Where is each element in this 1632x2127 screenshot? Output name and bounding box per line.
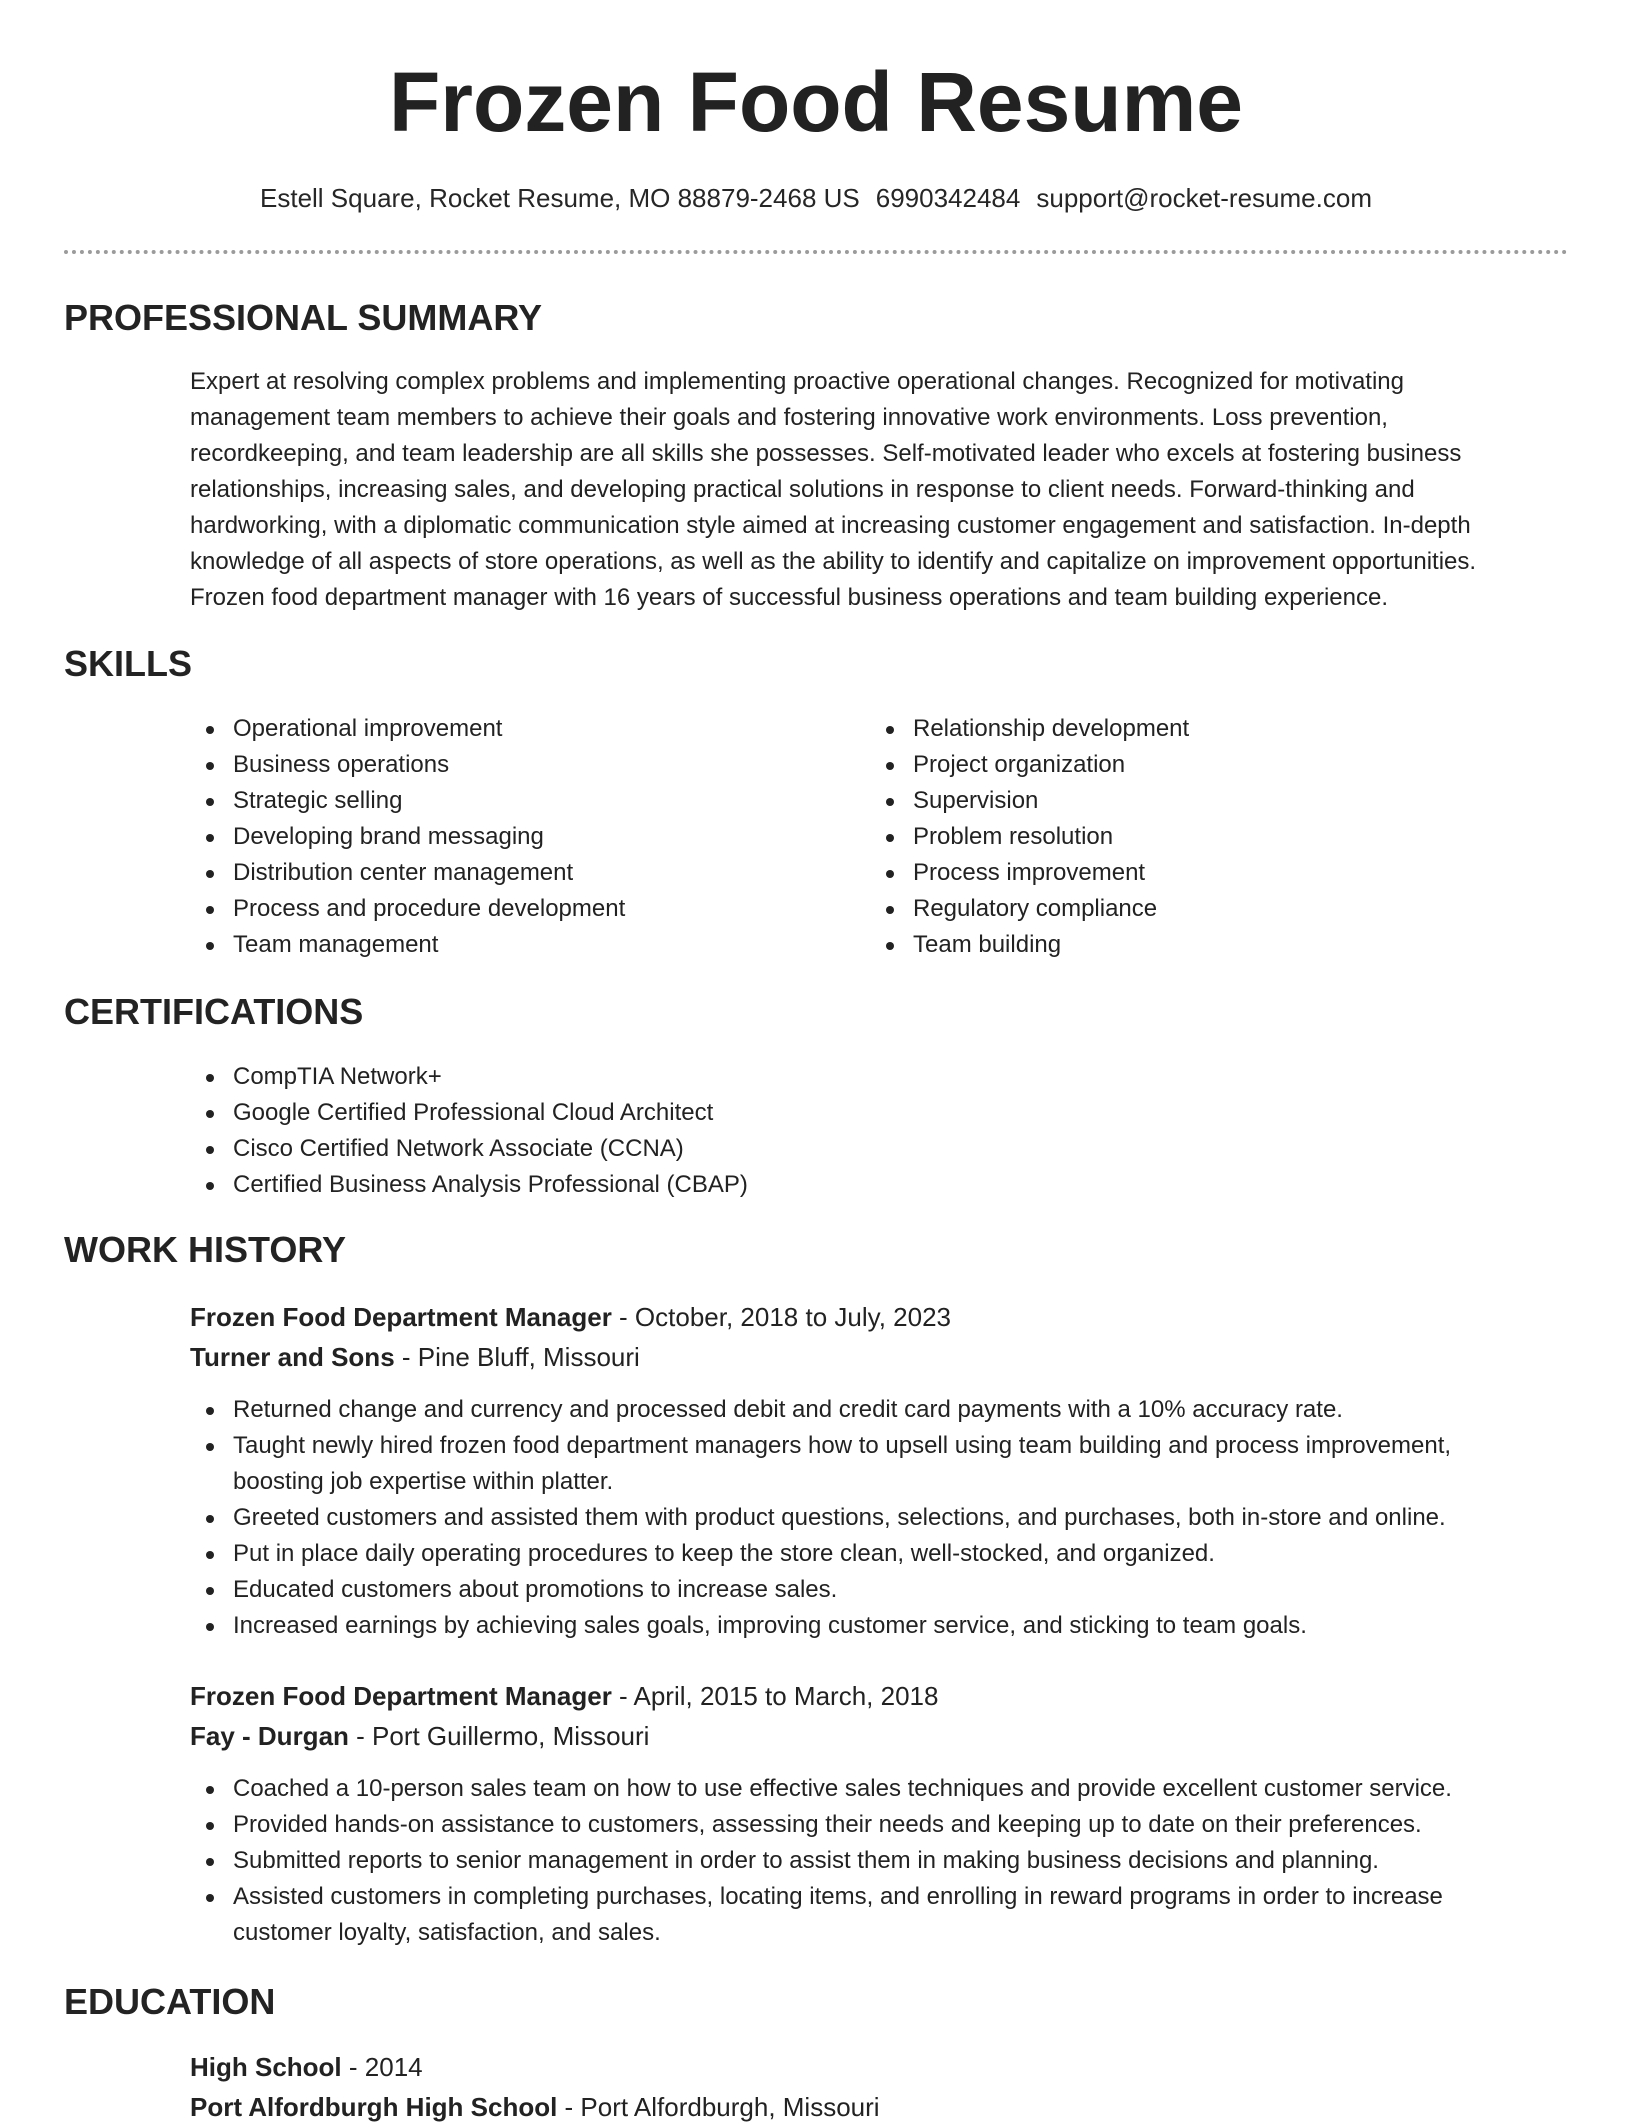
job-duties-list [190, 1392, 1530, 1644]
skill-item: Problem resolution [870, 819, 1530, 855]
education-school: Port Alfordburgh High School [190, 2092, 558, 2122]
job-location: - Pine Bluff, Missouri [394, 1342, 640, 1372]
summary-line: knowledge of all aspects of store operations, as well as the ability to identify and capitalize on improvement opportunities. [190, 548, 1477, 575]
summary-line: Frozen food department manager with 16 years of successful business operations and team building experience. [190, 584, 1389, 611]
skill-item: Business operations [190, 747, 850, 783]
summary-line: management team members to achieve their goals and fostering innovative work environments. Loss prevention, [190, 404, 1388, 431]
certification-item: CompTIA Network+ [190, 1059, 1560, 1095]
job-duty-item: Assisted customers in completing purchases, locating items, and enrolling in reward programs in order to increase customer loyalty, satisfaction, and sales. [190, 1879, 1530, 1951]
job-duties-list [190, 1771, 1530, 1951]
job-duty-item: Returned change and currency and processed debit and credit card payments with a 10% accuracy rate. [190, 1392, 1530, 1428]
address-text: Estell Square, Rocket Resume, MO 88879-2468 US [260, 183, 860, 213]
job-duty-item: Educated customers about promotions to increase sales. [190, 1572, 1530, 1608]
education-school-line [190, 2087, 880, 2127]
job-duty-item: Greeted customers and assisted them with product questions, selections, and purchases, both in-store and online. [190, 1500, 1530, 1536]
summary-heading: PROFESSIONAL SUMMARY [64, 297, 543, 338]
summary-line: recordkeeping, and team leadership are all skills she possesses. Self-motivated leader who excels at fostering business [190, 440, 1462, 467]
skill-item: Team management [190, 927, 850, 963]
email-link[interactable]: support@rocket-resume.com [1036, 183, 1372, 213]
contact-line [0, 180, 1632, 216]
job-company-line [190, 1716, 649, 1756]
skill-item: Distribution center management [190, 855, 850, 891]
certification-item: Cisco Certified Network Associate (CCNA) [190, 1131, 1560, 1167]
summary-line: Expert at resolving complex problems and implementing proactive operational changes. Recognized for motivating [190, 368, 1404, 395]
summary-line: hardworking, with a diplomatic communication style aimed at increasing customer engagement and satisfaction. In-depth [190, 512, 1471, 539]
job-company-line [190, 1337, 640, 1377]
skill-item: Relationship development [870, 711, 1530, 747]
education-location: - Port Alfordburgh, Missouri [557, 2092, 880, 2122]
job-dates: - October, 2018 to July, 2023 [611, 1302, 951, 1332]
skills-list-right [870, 711, 1530, 963]
skills-list-left [190, 711, 850, 963]
certification-item: Certified Business Analysis Professional (CBAP) [190, 1167, 1560, 1203]
work-history-heading: WORK HISTORY [64, 1229, 347, 1270]
job-location: - Port Guillermo, Missouri [348, 1721, 650, 1751]
job-duty-item: Provided hands-on assistance to customers, assessing their needs and keeping up to date on their preferences. [190, 1807, 1530, 1843]
skill-item: Regulatory compliance [870, 891, 1530, 927]
certifications-list [190, 1059, 1560, 1203]
job-title-line [190, 1676, 938, 1716]
skill-item: Operational improvement [190, 711, 850, 747]
certification-item: Google Certified Professional Cloud Architect [190, 1095, 1560, 1131]
job-duty-item: Coached a 10-person sales team on how to use effective sales techniques and provide excellent customer service. [190, 1771, 1530, 1807]
job-duty-item: Increased earnings by achieving sales goals, improving customer service, and sticking to team goals. [190, 1608, 1530, 1644]
education-year: - 2014 [341, 2052, 423, 2082]
job-duty-item: Taught newly hired frozen food department managers how to upsell using team building and process improvement, boosting job expertise within platter. [190, 1428, 1530, 1500]
job-company: Turner and Sons [190, 1342, 395, 1372]
skills-heading: SKILLS [64, 643, 193, 684]
skill-item: Supervision [870, 783, 1530, 819]
resume-title: Frozen Food Resume [388, 55, 1244, 149]
skill-item: Project organization [870, 747, 1530, 783]
job-role: Frozen Food Department Manager [190, 1302, 612, 1332]
job-company: Fay - Durgan [190, 1721, 349, 1751]
header-divider [64, 250, 1568, 254]
job-duty-item: Put in place daily operating procedures to keep the store clean, well-stocked, and organized. [190, 1536, 1530, 1572]
summary-line: relationships, increasing sales, and developing practical solutions in response to client needs. Forward-thinking and [190, 476, 1415, 503]
education-degree: High School [190, 2052, 342, 2082]
job-dates: - April, 2015 to March, 2018 [611, 1681, 939, 1711]
job-duty-item: Submitted reports to senior management in order to assist them in making business decisions and planning. [190, 1843, 1530, 1879]
education-heading: EDUCATION [64, 1981, 276, 2022]
summary-text [190, 364, 1560, 616]
education-degree-line [190, 2047, 423, 2087]
skill-item: Team building [870, 927, 1530, 963]
job-title-line [190, 1297, 951, 1337]
job-role: Frozen Food Department Manager [190, 1681, 612, 1711]
certifications-heading: CERTIFICATIONS [64, 991, 364, 1032]
skill-item: Developing brand messaging [190, 819, 850, 855]
skill-item: Process improvement [870, 855, 1530, 891]
skill-item: Strategic selling [190, 783, 850, 819]
phone-text: 6990342484 [875, 183, 1021, 213]
skill-item: Process and procedure development [190, 891, 850, 927]
